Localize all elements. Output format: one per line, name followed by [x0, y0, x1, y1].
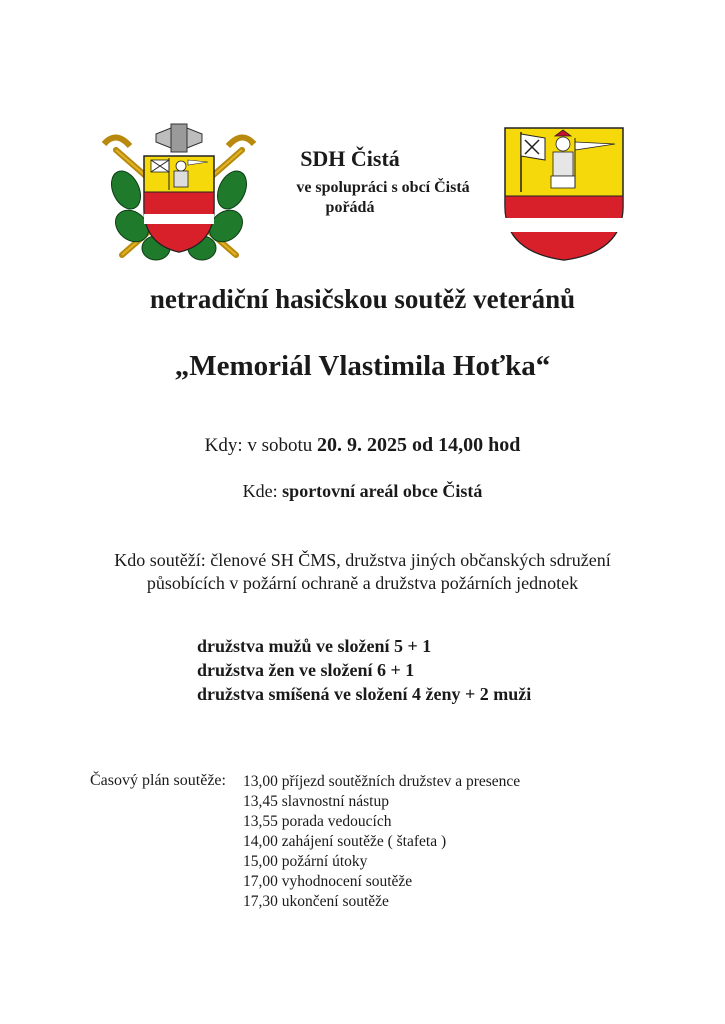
schedule-list — [243, 772, 520, 912]
schedule-item: 13,55 porada vedoucích — [243, 813, 392, 830]
when-label: Kdy: v sobotu — [204, 435, 318, 456]
team-category: družstva mužů ve složení 5 + 1 — [197, 636, 432, 656]
participants-line-2: působících v požární ochraně a družstva požárních jednotek — [146, 573, 579, 593]
where-label: Kde: — [242, 481, 283, 501]
schedule-item: 15,00 požární útoky — [243, 853, 368, 870]
where-value: sportovní areál obce Čistá — [282, 481, 483, 501]
schedule-item: 17,30 ukončení soutěže — [243, 893, 389, 910]
organizer-name: SDH Čistá — [300, 146, 400, 171]
event-where — [0, 481, 725, 502]
team-category: družstva žen ve složení 6 + 1 — [197, 660, 415, 680]
event-title: netradiční hasičskou soutěž veteránů — [149, 284, 576, 314]
when-value: 20. 9. 2025 od 14,00 hod — [317, 434, 521, 456]
schedule-item: 13,45 slavnostní nástup — [243, 793, 389, 810]
memorial-title: „Memoriál Vlastimila Hoťka“ — [174, 350, 551, 382]
participants-line-1: Kdo soutěží: členové SH ČMS, družstva jiných občanských sdružení — [114, 550, 611, 570]
event-when — [0, 434, 725, 457]
firefighter-emblem-left — [96, 120, 262, 266]
schedule-label: Časový plán soutěže: — [90, 772, 226, 789]
presents-line: pořádá — [325, 199, 375, 216]
coat-of-arms-right — [503, 126, 625, 262]
cooperation-line: ve spolupráci s obcí Čistá — [296, 179, 470, 196]
schedule-item: 13,00 příjezd soutěžních družstev a presence — [243, 773, 521, 790]
schedule-item: 17,00 vyhodnocení soutěže — [243, 873, 413, 890]
team-category: družstva smíšená ve složení 4 ženy + 2 muži — [197, 684, 532, 704]
schedule-item: 14,00 zahájení soutěže ( štafeta ) — [243, 833, 447, 850]
